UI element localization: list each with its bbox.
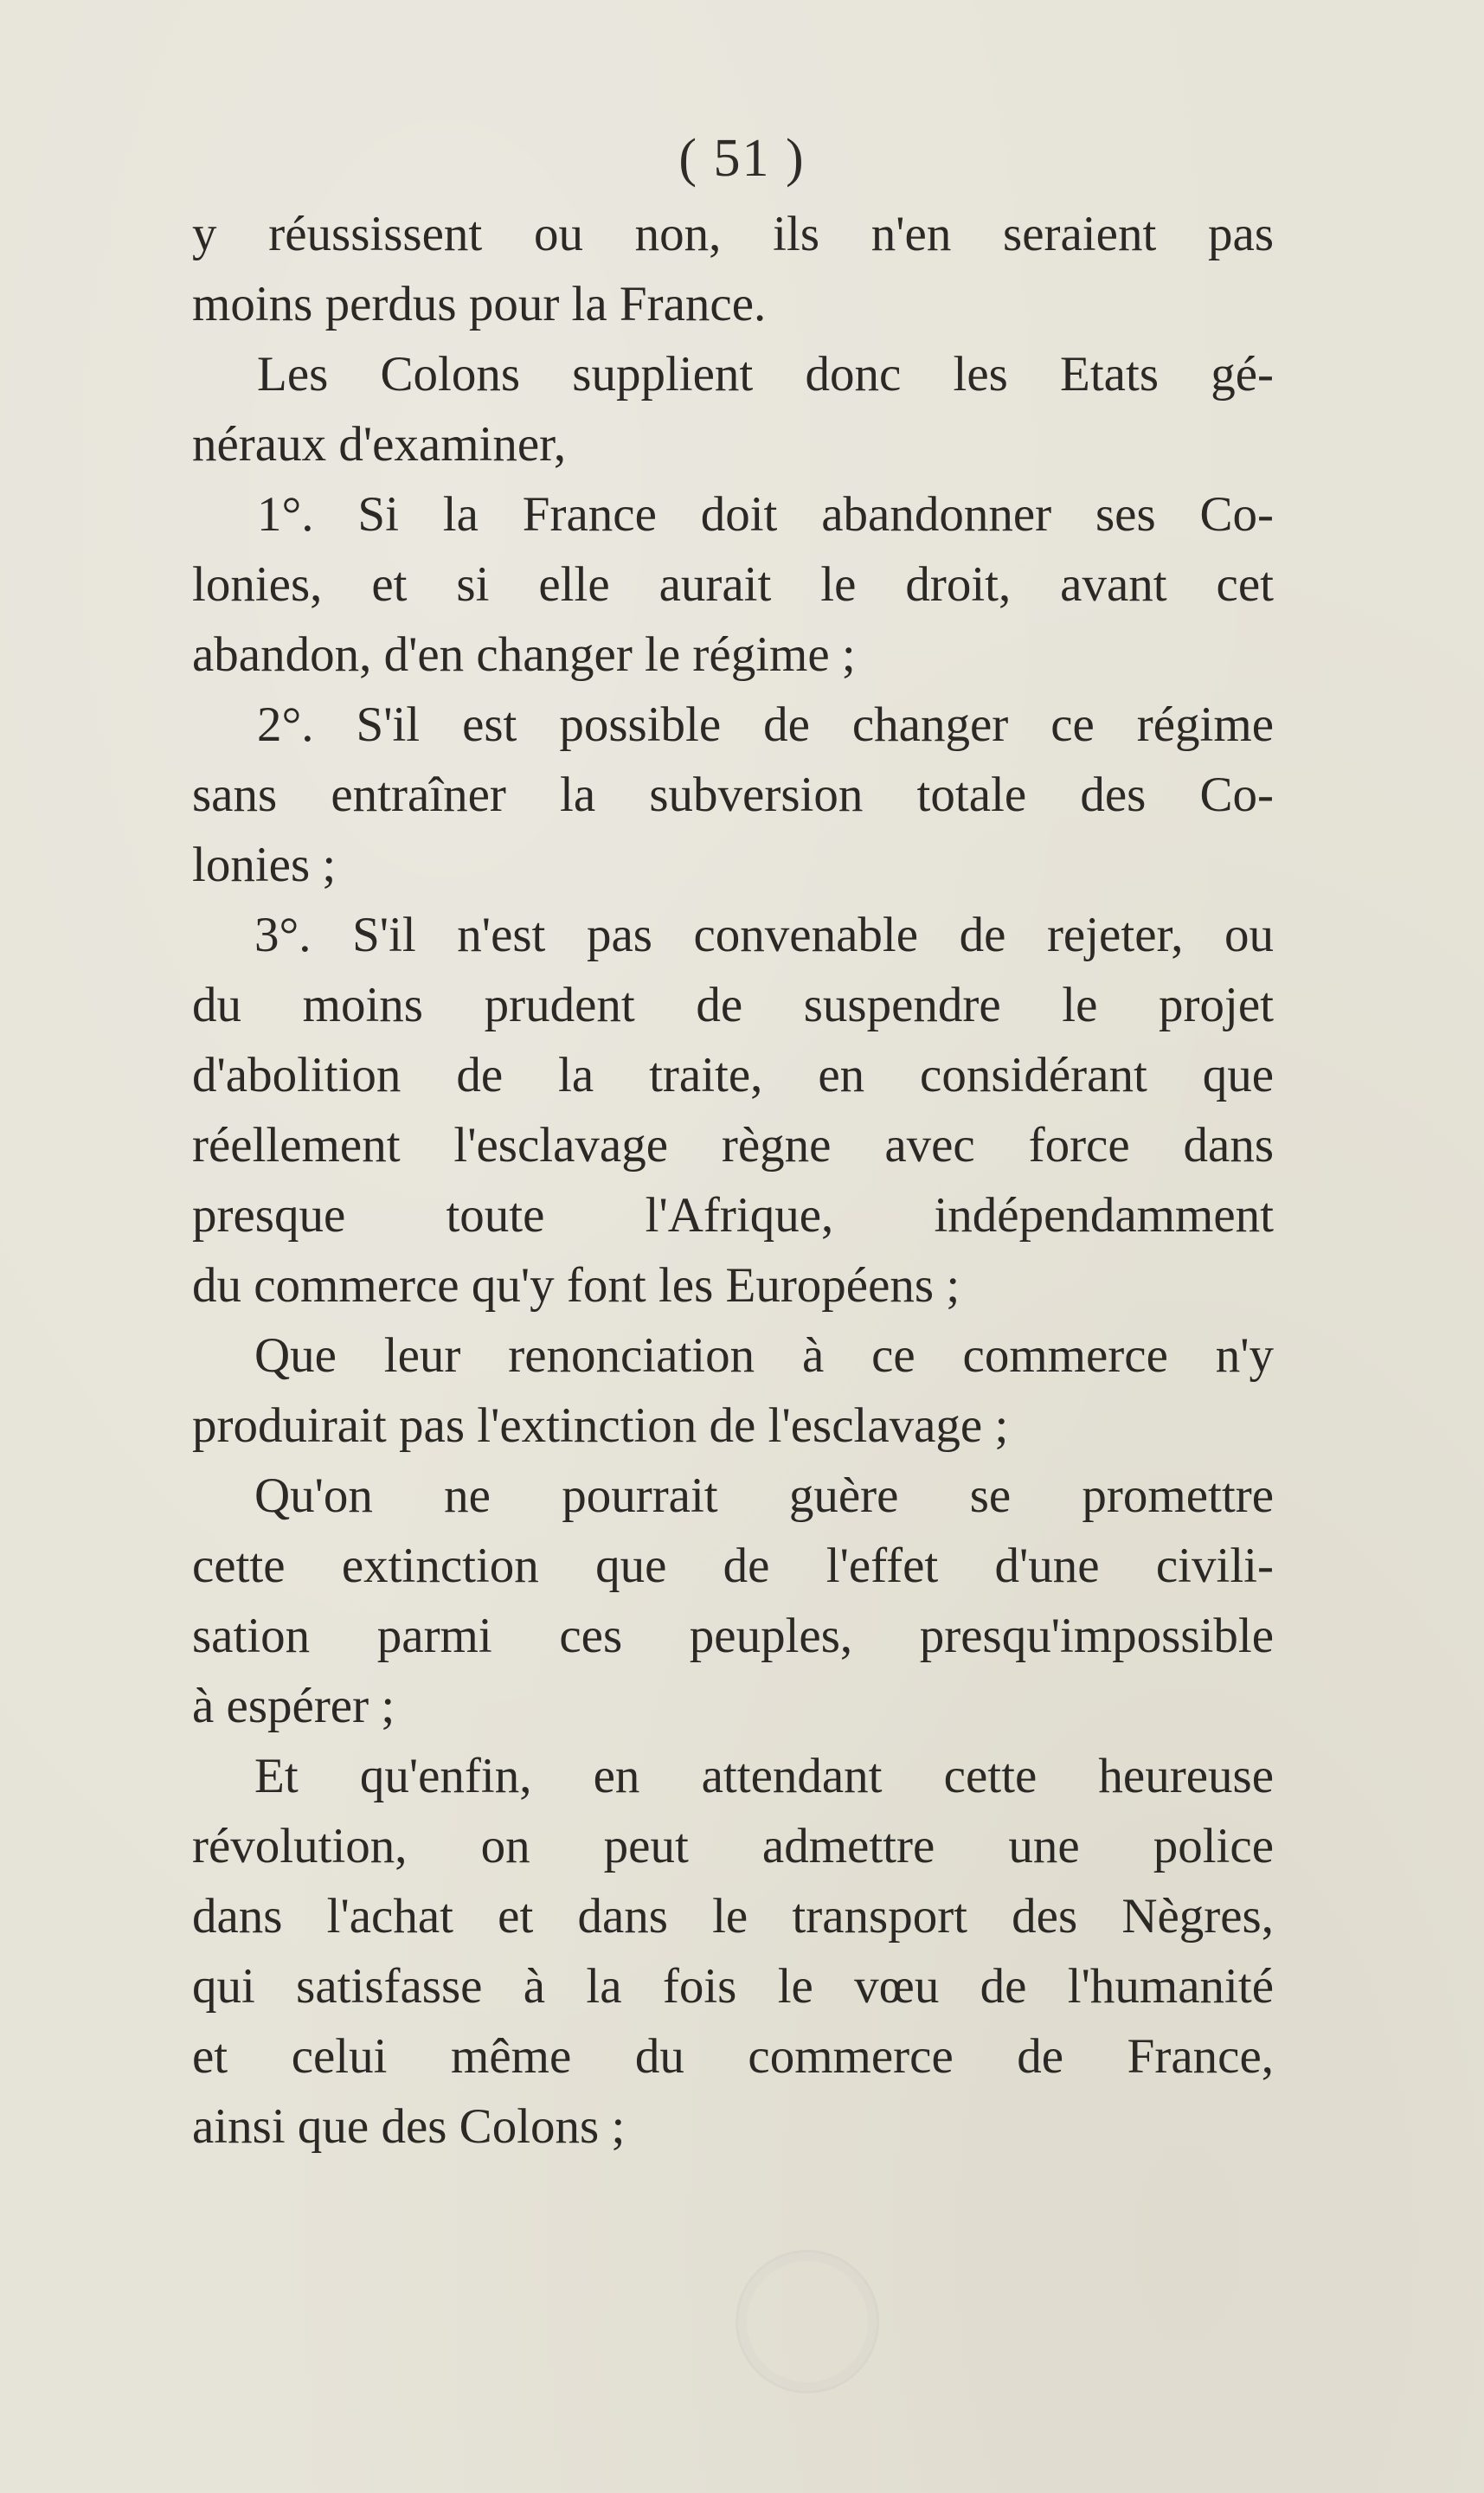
text-line: abandon, d'en changer le régime ; — [192, 627, 856, 682]
text-line: d'abolition de la traite, en considérant que — [192, 1048, 1274, 1102]
text-line: lonies ; — [192, 838, 337, 892]
text-line: cette extinction que de l'effet d'une civili- — [192, 1539, 1274, 1593]
text-line: 2°. S'il est possible de changer ce régime — [257, 697, 1274, 752]
text-line: Et qu'enfin, en attendant cette heureuse — [254, 1749, 1274, 1803]
text-line: 3°. S'il n'est pas convenable de rejeter, ou — [254, 908, 1274, 962]
text-line: presque toute l'Afrique, indépendamment — [192, 1188, 1274, 1243]
text-line: ainsi que des Colons ; — [192, 2099, 626, 2154]
text-line: Les Colons supplient donc les Etats gé- — [257, 347, 1274, 402]
page-number: ( 51 ) — [678, 129, 806, 188]
text-line: du moins prudent de suspendre le projet — [192, 978, 1274, 1032]
text-line: Que leur renonciation à ce commerce n'y — [254, 1328, 1274, 1383]
text-line: à espérer ; — [192, 1679, 395, 1733]
text-line: moins perdus pour la France. — [192, 277, 767, 331]
text-line: y réussissent ou non, ils n'en seraient pas — [192, 207, 1274, 261]
text-line: 1°. Si la France doit abandonner ses Co- — [257, 487, 1274, 542]
faded-library-stamp — [736, 2250, 879, 2393]
text-line: produirait pas l'extinction de l'esclavage ; — [192, 1398, 1009, 1453]
text-line: néraux d'examiner, — [192, 417, 567, 472]
text-line: dans l'achat et dans le transport des Nègres, — [192, 1889, 1274, 1944]
text-line: Qu'on ne pourrait guère se promettre — [254, 1468, 1274, 1523]
text-line: révolution, on peut admettre une police — [192, 1819, 1274, 1873]
text-line: qui satisfasse à la fois le vœu de l'humanité — [192, 1959, 1274, 2014]
text-line: sation parmi ces peuples, presqu'impossible — [192, 1609, 1274, 1663]
text-line: réellement l'esclavage règne avec force dans — [192, 1118, 1274, 1173]
text-line: lonies, et si elle aurait le droit, avant cet — [192, 557, 1274, 612]
text-line: et celui même du commerce de France, — [192, 2029, 1274, 2084]
text-line: du commerce qu'y font les Européens ; — [192, 1258, 960, 1313]
page-body-text — [192, 199, 1274, 2162]
text-line: sans entraîner la subversion totale des Co- — [192, 768, 1274, 822]
